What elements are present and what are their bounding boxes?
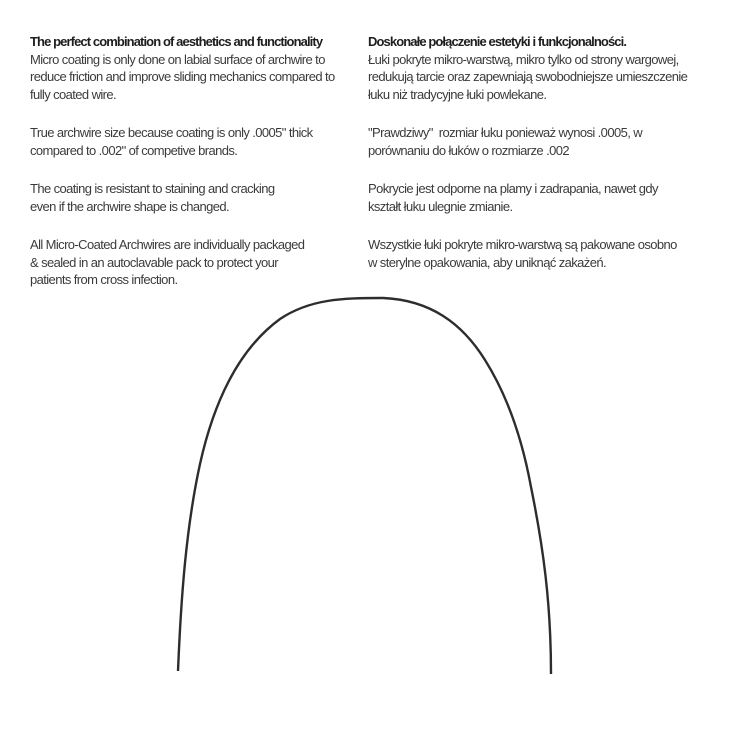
english-paragraph-3 xyxy=(30,180,364,215)
polish-paragraph-2 xyxy=(368,124,746,159)
text-line: patients from cross infection. xyxy=(30,272,178,287)
polish-column xyxy=(368,33,746,271)
english-column xyxy=(30,33,364,289)
text-line: Micro coating is only done on labial surface of archwire to xyxy=(30,51,325,67)
archwire-curve xyxy=(178,298,551,674)
polish-heading: Doskonałe połączenie estetyki i funkcjonalności. xyxy=(368,34,627,49)
english-heading: The perfect combination of aesthetics and functionality xyxy=(30,34,323,49)
english-paragraph-2 xyxy=(30,124,364,159)
polish-paragraph-3 xyxy=(368,180,746,215)
text-line: łuku niż tradycyjne łuki powlekane. xyxy=(368,86,547,102)
text-line: The coating is resistant to staining and cracking xyxy=(30,181,275,196)
text-line: w sterylne opakowania, aby uniknąć zakażeń. xyxy=(368,254,606,270)
text-line: reduce friction and improve sliding mechanics compared to xyxy=(30,69,335,84)
text-line: "Prawdziwy" rozmiar łuku ponieważ wynosi .0005, w xyxy=(368,125,643,140)
polish-paragraph-4 xyxy=(368,236,746,271)
text-line: & sealed in an autoclavable pack to protect your xyxy=(30,254,278,270)
text-line: True archwire size because coating is only .0005" thick xyxy=(30,125,313,140)
text-line: kształt łuku ulegnie zmianie. xyxy=(368,198,513,214)
text-line: fully coated wire. xyxy=(30,86,117,102)
text-line: Wszystkie łuki pokryte mikro-warstwą są pakowane osobno xyxy=(368,237,677,252)
text-line: even if the archwire shape is changed. xyxy=(30,198,230,214)
text-line: porównaniu do łuków o rozmiarze .002 xyxy=(368,142,569,158)
polish-paragraph-1 xyxy=(368,51,746,104)
text-line: Łuki pokryte mikro-warstwą, mikro tylko od strony wargowej, xyxy=(368,51,679,67)
english-paragraph-4 xyxy=(30,236,364,289)
text-line: All Micro-Coated Archwires are individually packaged xyxy=(30,237,305,252)
text-line: redukują tarcie oraz zapewniają swobodniejsze umieszczenie xyxy=(368,69,688,84)
text-line: compared to .002" of competive brands. xyxy=(30,142,238,158)
text-line: Pokrycie jest odporne na plamy i zadrapania, nawet gdy xyxy=(368,181,658,196)
english-paragraph-1 xyxy=(30,51,364,104)
